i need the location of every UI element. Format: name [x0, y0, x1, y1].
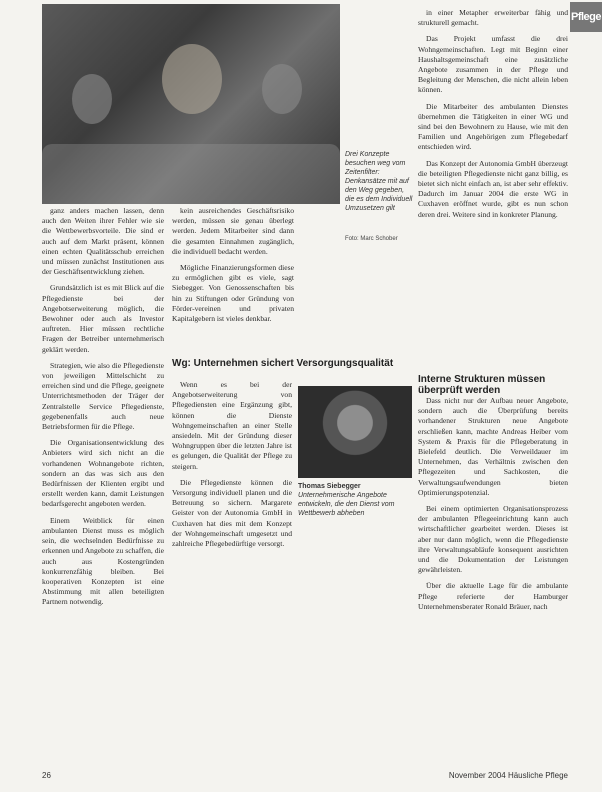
photo-credit: Foto: Marc Schober — [345, 236, 398, 242]
paragraph: Strategien, wie also die Pflegedienste von jeweiligen Mittelschicht zu erreichen sind und die Pflege, geeignete Unterrichtsmethoden der Träger der Zentralstelle Service Pflegedienste, gegebenenfalls auch neue Betriebsformen für die Pflege. — [42, 360, 164, 432]
article-column-2b — [172, 380, 292, 555]
brand-logo: Pflege — [570, 2, 602, 32]
article-column-2 — [172, 206, 294, 330]
issue-info: November 2004 Häusliche Pflege — [448, 771, 568, 780]
article-column-4 — [418, 396, 568, 618]
portrait-photo — [298, 386, 412, 478]
section-headline: Interne Strukturen müssen überprüft werden — [418, 374, 546, 396]
paragraph: Dass nicht nur der Aufbau neuer Angebote, sondern auch die Überprüfung bereits vorhandener Strukturen neue Angebote erschließen kann, machte Andreas Heiber vom System & Praxis für die Pflegeberatung in Bielefeld deutlich. Die Verweildauer im Unternehmen, das Verhältnis zwischen den Pflegezeiten und Sachkosten, die Verwaltungsaufwendungen bieten Optimierungspotenzial. — [418, 396, 568, 497]
portrait-caption — [298, 482, 412, 518]
article-column-1 — [42, 206, 164, 614]
paragraph: Über die aktuelle Lage für die ambulante Pflege referierte der Hamburger Unternehmensberater Ronald Bräuer, nach — [418, 581, 568, 611]
paragraph: kein ausreichendes Geschäftsrisiko werden, müssen sie genau überlegt werden. Jedem Mitarbeiter sind dann die gesamten Einnahmen zugänglich, die individuell bedacht werden. — [172, 206, 294, 256]
paragraph: Das Konzept der Autonomia GmbH überzeugt die beteiligten Pflegedienste nicht ganz billig, es bietet sich nicht einfach an, ist aber sehr effektiv. Dadurch im Januar 2004 die erste WG in Cuxhaven eröffnet wurde, gibt es nun schon deren drei. Weitere sind in konkreter Planung. — [418, 158, 568, 219]
article-column-3 — [418, 8, 568, 226]
page-number: 26 — [42, 771, 51, 780]
section-headline: Wg: Unternehmen sichert Versorgungsqualität — [172, 358, 394, 369]
paragraph: Bei einem optimierten Organisationsprozess der ambulanten Pflegeeinrichtung kann auch wirtschaftlicher gearbeitet werden. Dieses ist aber nur dann möglich, wenn die Pflegedienste ihre Verwaltungsabläufe konsequent ausrichten und die Dokumentation der Leistungen gewährleisten. — [418, 504, 568, 575]
event-photo — [42, 4, 340, 204]
paragraph: Einem Weitblick für einen ambulanten Dienst muss es möglich sein, die wechselnden Bedürfnisse zu erkennen und Angebote zu schaffen, die auch aus Kostengründen konkurrenzfähig bleiben. Bei kooperativen Konzepten ist eine Abstimmung mit allen beteiligten Partnern notwendig. — [42, 515, 164, 607]
paragraph: Mögliche Finanzierungsformen diese zu ermöglichen gibt es viele, sagt Siebegger. Von Genossenschaften bis hin zu Stiftungen oder Gründung von Förder-vereinen und privaten Kapitalgebern ist vieles denkbar. — [172, 263, 294, 324]
paragraph: Die Pflegedienste können die Versorgung individuell planen und die Betreuung so sichern. Margarete Geister von der Autonomia GmbH in Cuxhaven hat dies mit dem Konzept der Wohngemeinschaft umgesetzt und zahlreiche Pflegebedürftige versorgt. — [172, 477, 292, 549]
page-footer — [42, 771, 568, 781]
portrait-text: Unternehmerische Angebote entwickeln, die den Dienst vom Wettbewerb abheben — [298, 492, 395, 517]
photo-caption: Drei Konzepte besuchen weg vom Zeitenfilter: Denkansätze mit auf den Weg gegeben, die es dem Individuell Umzusetzen gilt — [345, 151, 413, 212]
paragraph: Das Projekt umfasst die drei Wohngemeinschaften. Legt mit Beginn einer Haushaltsgemeinschaft eine zusätzliche Angebote zusammen in der Pflege und Begleitung der Menschen, die nicht allein leben können. — [418, 34, 568, 95]
paragraph: ganz anders machen lassen, denn auch den Weiten ihrer Fehler wie sie die Wettbewerbsvorteile. Die sind er auch auf dem Markt präsent, können einen echten Qualitätsschub erreichen und müssen zunächst Institutionen aus der Geschäftsentwicklung ziehen. — [42, 206, 164, 277]
paragraph: Wenn es bei der Angebotserweiterung von Pflegediensten eine Ergänzung gibt, können die Dienste Wohngemeinschaften an einer Stelle ansiedeln. Mit der Gründung dieser Wohngruppen über die letzten Jahre ist es gelungen, die Qualität der Pflege zu steigern. — [172, 380, 292, 471]
paragraph: Grundsätzlich ist es mit Blick auf die Pflegedienste bei der Angebotserweiterung möglich, die Bewohner oder auch als Investor auftreten. Hier müssen rechtliche Fragen der Betreiber unternehmerisch geklärt werden. — [42, 283, 164, 354]
portrait-name: Thomas Siebegger — [298, 483, 361, 490]
paragraph: Die Mitarbeiter des ambulanten Dienstes übernehmen die Tätigkeiten in einer WG und sind bei den Bewohnern zu Hause, wie mit den Familien und Angehörigen zum Pflegebedarf entschieden wird. — [418, 101, 568, 152]
paragraph: Die Organisationsentwicklung des Anbieters wird sich nicht an die vorhandenen Wohnangebote richten, sondern an das was sich aus den Bedürfnissen der Klienten ergibt und erstellt werden kann, damit Leistungen bedarfsgerecht angeboten werden. — [42, 438, 164, 509]
paragraph: in einer Metapher erweiterbar fähig und strukturell gemacht. — [418, 8, 568, 28]
